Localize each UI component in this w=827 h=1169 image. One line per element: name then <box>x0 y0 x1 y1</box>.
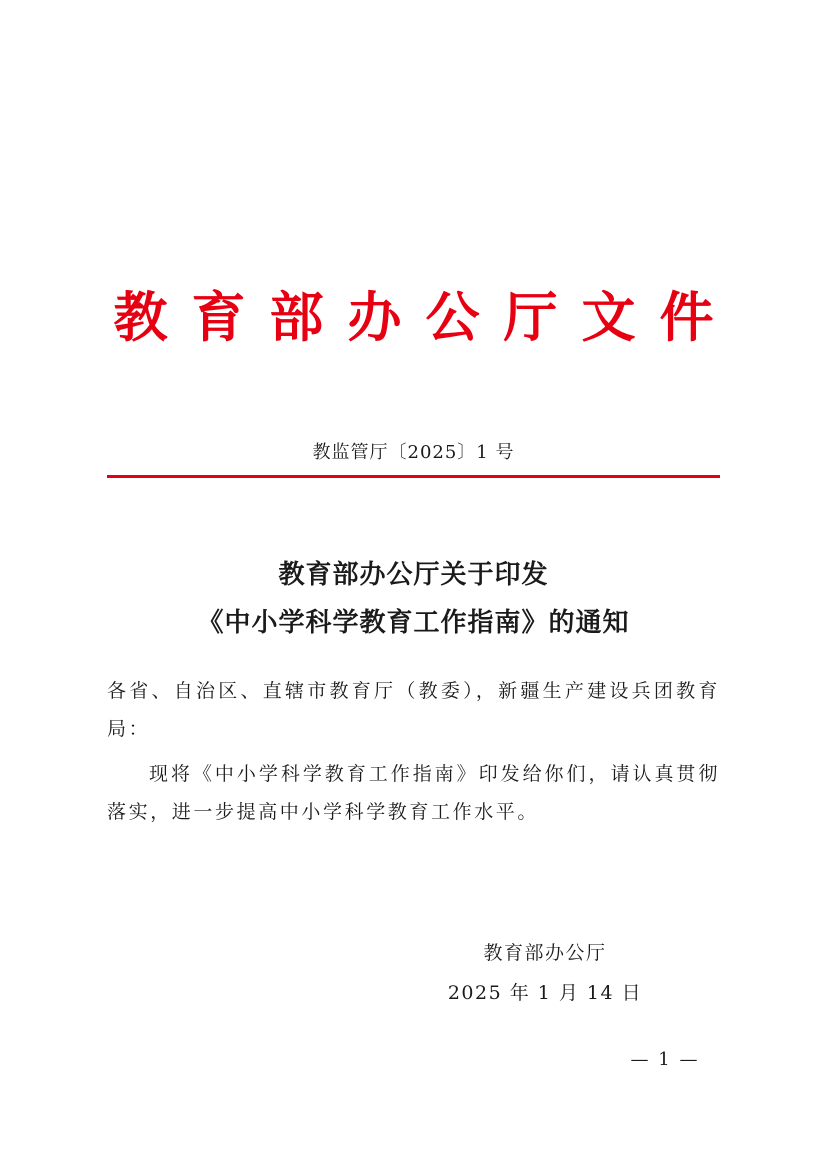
body-paragraph: 现将《中小学科学教育工作指南》印发给你们，请认真贯彻落实，进一步提高中小学科学教育工作水平。 <box>107 763 720 823</box>
masthead-title: 教育部办公厅文件 <box>113 285 738 349</box>
red-divider-line <box>107 475 720 478</box>
page-number: — 1 — <box>630 1049 700 1070</box>
document-number: 教监管厅〔2025〕1 号 <box>312 442 515 463</box>
issuer-signature: 教育部办公厅 <box>483 942 607 964</box>
document-title-line-2: 《中小学科学教育工作指南》的通知 <box>197 608 630 638</box>
issue-date: 2025 年 1 月 14 日 <box>447 982 643 1004</box>
salutation: 各省、自治区、直辖市教育厅（教委），新疆生产建设兵团教育局： <box>107 680 720 740</box>
document-title-line-1: 教育部办公厅关于印发 <box>278 560 549 590</box>
